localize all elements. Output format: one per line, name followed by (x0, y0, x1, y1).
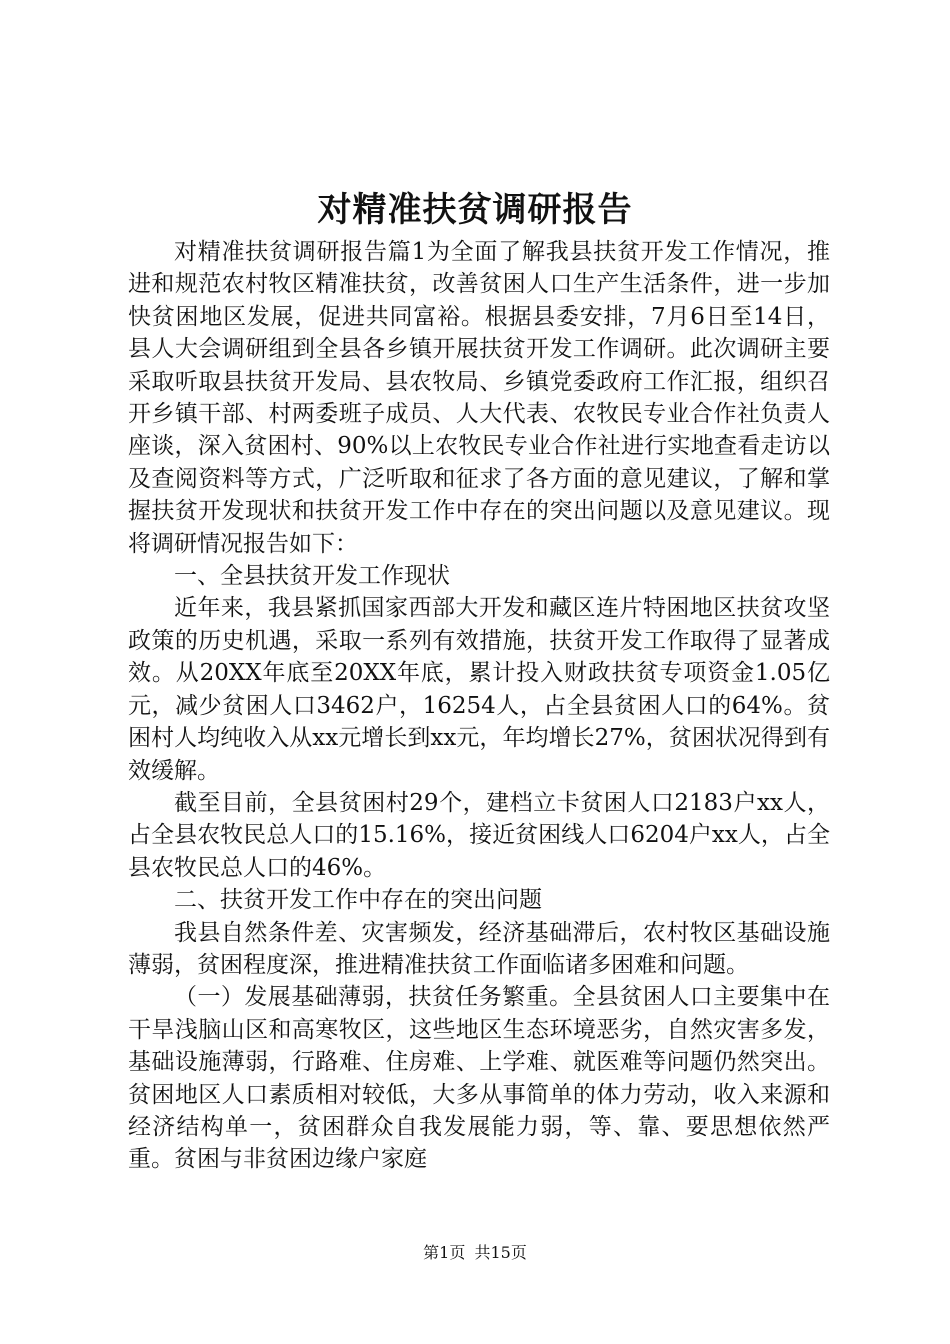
section-heading-2: 二、扶贫开发工作中存在的突出问题 (174, 887, 542, 914)
section-heading-1: 一、全县扶贫开发工作现状 (174, 563, 450, 590)
paragraph-intro: 对精准扶贫调研报告篇1为全面了解我县扶贫开发工作情况，推进和规范农村牧区精准扶贫，改善贫困人口生产生活条件，进一步加快贫困地区发展，促进共同富裕。根据县委安排，7月6日至14日，县人大会调研组到全县各乡镇开展扶贫开发工作调研。此次调研主要采取听取县扶贫开发局、县农牧局、乡镇党委政府工作汇报，组织召开乡镇干部、村两委班子成员、人大代表、农牧民专业合作社负责人座谈，深入贫困村、90%以上农牧民专业合作社进行实地查看走访以及查阅资料等方式，广泛听取和征求了各方面的意见建议，了解和掌握扶贫开发现状和扶贫开发工作中存在的突出问题以及意见建议。现将调研情况报告如下： (128, 239, 830, 557)
page-total: 共15页 (474, 1243, 527, 1262)
page-footer (0, 1242, 950, 1264)
document-body (128, 236, 830, 1176)
paragraph-current: 截至目前，全县贫困村29个，建档立卡贫困人口2183户xx人，占全县农牧民总人口的15.16%，接近贫困线人口6204户xx人，占全县农牧民总人口的46%。 (128, 789, 830, 881)
paragraph-subsection-1: （一）发展基础薄弱，扶贫任务繁重。全县贫困人口主要集中在干旱浅脑山区和高寒牧区，这些地区生态环境恶劣，自然灾害多发，基础设施薄弱，行路难、住房难、上学难、就医难等问题仍然突出。贫困地区人口素质相对较低，大多从事简单的体力劳动，收入来源和经济结构单一，贫困群众自我发展能力弱，等、靠、要思想依然严重。贫困与非贫困边缘户家庭 (128, 984, 830, 1173)
page-number: 第1页 (423, 1243, 466, 1262)
paragraph-status: 近年来，我县紧抓国家西部大开发和藏区连片特困地区扶贫攻坚政策的历史机遇，采取一系列有效措施，扶贫开发工作取得了显著成效。从20XX年底至20XX年底，累计投入财政扶贫专项资金1.05亿元，减少贫困人口3462户，16254人，占全县贫困人口的64%。贫困村人均纯收入从xx元增长到xx元，年均增长27%，贫困状况得到有效缓解。 (128, 595, 830, 784)
paragraph-problems: 我县自然条件差、灾害频发，经济基础滞后，农村牧区基础设施薄弱，贫困程度深，推进精准扶贫工作面临诸多困难和问题。 (128, 919, 830, 978)
document-title: 对精准扶贫调研报告 (317, 190, 633, 230)
